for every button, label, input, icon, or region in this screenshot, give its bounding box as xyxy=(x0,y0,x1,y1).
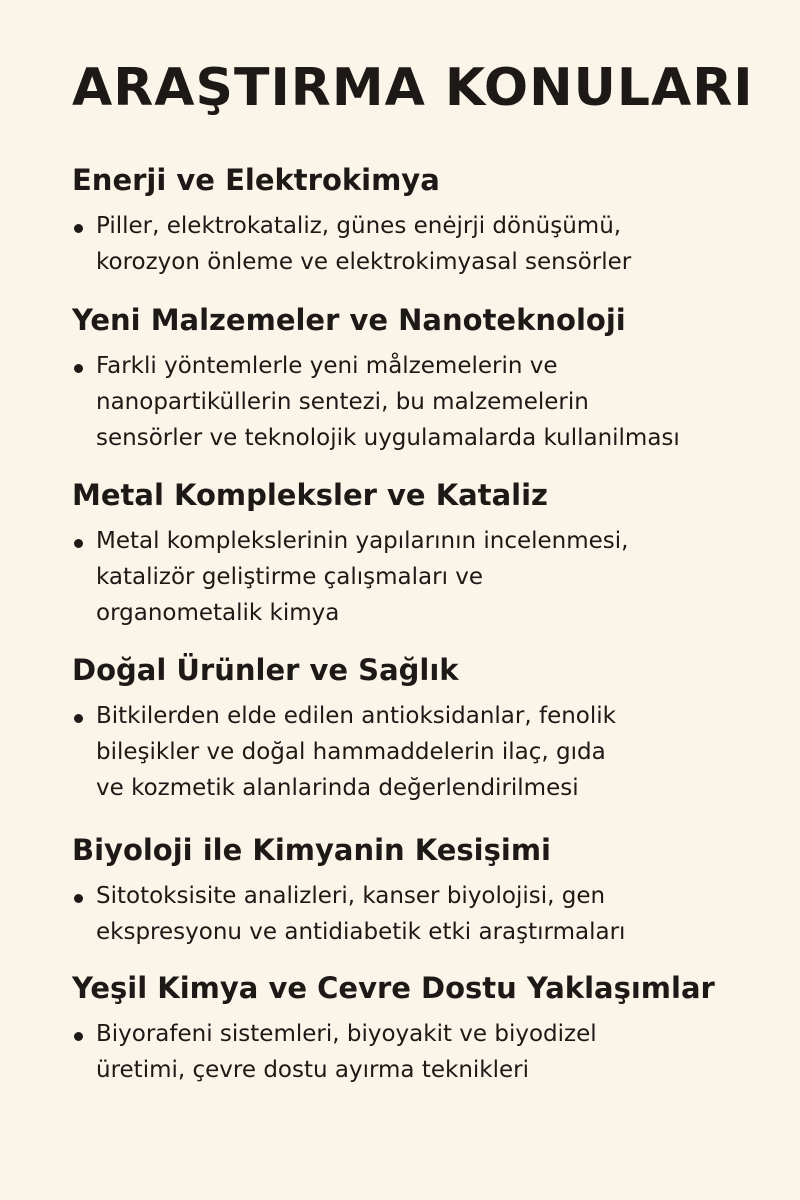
bullet-item xyxy=(72,878,772,950)
bullet-item xyxy=(72,1016,772,1088)
section-heading: Biyoloji ile Kimyanin Kesişimi xyxy=(72,833,551,867)
bullet-item xyxy=(72,523,772,631)
bullet-item xyxy=(72,208,772,280)
bullet-dot-icon xyxy=(74,224,83,233)
section-heading: Yeni Malzemeler ve Nanoteknoloji xyxy=(72,303,626,337)
section-heading: Enerji ve Elektrokimya xyxy=(72,163,440,197)
section-new-materials-nanotech xyxy=(72,300,772,456)
page-title: ARAŞTIRMA KONULARI xyxy=(72,58,754,118)
bullet-text-line: Farkli yöntemlerle yeni målzemelerin ve xyxy=(96,353,558,379)
bullet-text-line: üretimi, çevre dostu ayırma teknikleri xyxy=(96,1057,530,1083)
bullet-text-line: Biyorafeni sistemleri, biyoyakit ve biyodizel xyxy=(96,1021,597,1047)
bullet-text-line: bileşikler ve doğal hammaddelerin ilaç, gıda xyxy=(96,739,606,765)
section-heading: Metal Kompleksler ve Kataliz xyxy=(72,478,548,512)
section-natural-products-health xyxy=(72,650,772,806)
bullet-dot-icon xyxy=(74,1032,83,1041)
bullet-text-line: sensörler ve teknolojik uygulamalarda kullanilması xyxy=(96,425,680,451)
bullet-text-line: korozyon önleme ve elektrokimyasal sensörler xyxy=(96,249,632,275)
bullet-dot-icon xyxy=(74,364,83,373)
bullet-text-line: ve kozmetik alanlarinda değerlendirilmesi xyxy=(96,775,579,801)
bullet-text-line: Sitotoksisite analizleri, kanser biyolojisi, gen xyxy=(96,883,606,909)
bullet-dot-icon xyxy=(74,539,83,548)
bullet-dot-icon xyxy=(74,714,83,723)
bullet-text-line: katalizör geliştirme çalışmaları ve xyxy=(96,564,484,590)
bullet-text-line: nanopartiküllerin sentezi, bu malzemelerin xyxy=(96,389,589,415)
section-heading: Yeşil Kimya ve Cevre Dostu Yaklaşımlar xyxy=(72,971,715,1005)
section-heading: Doğal Ürünler ve Sağlık xyxy=(72,653,459,687)
bullet-text-line: organometalik kimya xyxy=(96,600,340,626)
section-energy-electrochemistry xyxy=(72,160,772,280)
section-biology-chemistry xyxy=(72,830,772,950)
bullet-text-line: ekspresyonu ve antidiabetik etki araştırmaları xyxy=(96,919,626,945)
bullet-text-line: Bitkilerden elde edilen antioksidanlar, fenolik xyxy=(96,703,616,729)
bullet-text-line: Metal komplekslerinin yapılarının incelenmesi, xyxy=(96,528,629,554)
section-green-chemistry xyxy=(72,968,772,1088)
bullet-item xyxy=(72,348,772,456)
bullet-text-line: Piller, elektrokataliz, günes enėjrji dönüşümü, xyxy=(96,213,622,239)
bullet-item xyxy=(72,698,772,806)
section-metal-complexes-catalysis xyxy=(72,475,772,631)
bullet-dot-icon xyxy=(74,894,83,903)
